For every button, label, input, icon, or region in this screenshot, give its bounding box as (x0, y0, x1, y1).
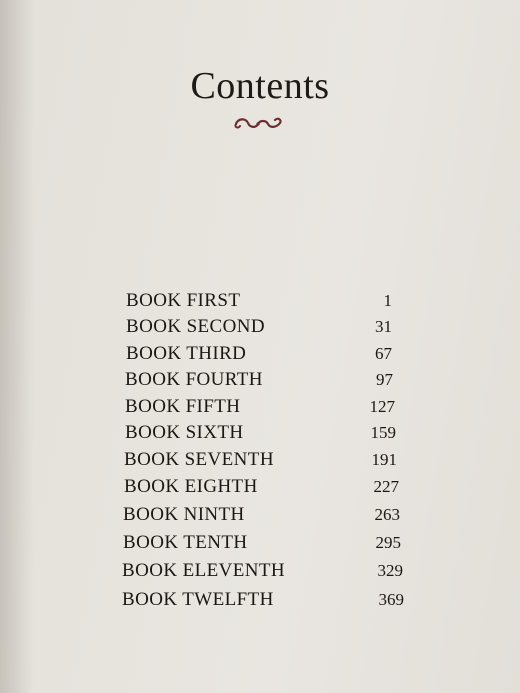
page-title: Contents (190, 65, 330, 107)
toc-entry-page-number: 191 (371, 450, 397, 469)
toc-entry-title: BOOK SIXTH (125, 422, 244, 443)
toc-entry (123, 502, 423, 528)
toc-entry-title: BOOK ELEVENTH (122, 560, 285, 581)
toc-entry (123, 530, 423, 556)
toc-entry (125, 394, 425, 420)
toc-entry-title: BOOK EIGHTH (124, 476, 258, 497)
toc-entry-page-number: 159 (370, 423, 396, 442)
toc-entry-title: BOOK FIFTH (125, 396, 241, 417)
toc-entry-title: BOOK NINTH (123, 504, 245, 525)
toc-entry-title: BOOK FOURTH (125, 369, 263, 390)
toc-entry-page-number: 227 (373, 477, 399, 496)
toc-entry-title: BOOK SECOND (126, 316, 265, 337)
toc-entry (126, 314, 426, 340)
toc-entry (125, 367, 425, 393)
toc-entry (124, 447, 424, 473)
toc-entry-title: BOOK TWELFTH (122, 589, 274, 610)
toc-entry (122, 587, 422, 613)
toc-entry (124, 474, 424, 500)
toc-entry-page-number: 263 (374, 505, 400, 524)
toc-entry-page-number: 1 (383, 291, 392, 310)
toc-entry (126, 288, 426, 314)
toc-entry (125, 420, 425, 446)
toc-entry-page-number: 369 (378, 590, 404, 609)
toc-entry-title: BOOK SEVENTH (124, 449, 274, 470)
toc-entry-title: BOOK THIRD (126, 343, 247, 364)
toc-entry-page-number: 127 (369, 397, 395, 416)
toc-entry-page-number: 97 (376, 370, 393, 389)
toc-entry (122, 558, 422, 584)
toc-entry-page-number: 67 (375, 344, 392, 363)
toc-entry-page-number: 329 (377, 561, 403, 580)
toc-entry-title: BOOK FIRST (126, 290, 241, 311)
toc-entry-title: BOOK TENTH (123, 532, 248, 553)
toc-entry-page-number: 31 (375, 317, 392, 336)
toc-entry-page-number: 295 (375, 533, 401, 552)
toc-entry (126, 341, 426, 367)
